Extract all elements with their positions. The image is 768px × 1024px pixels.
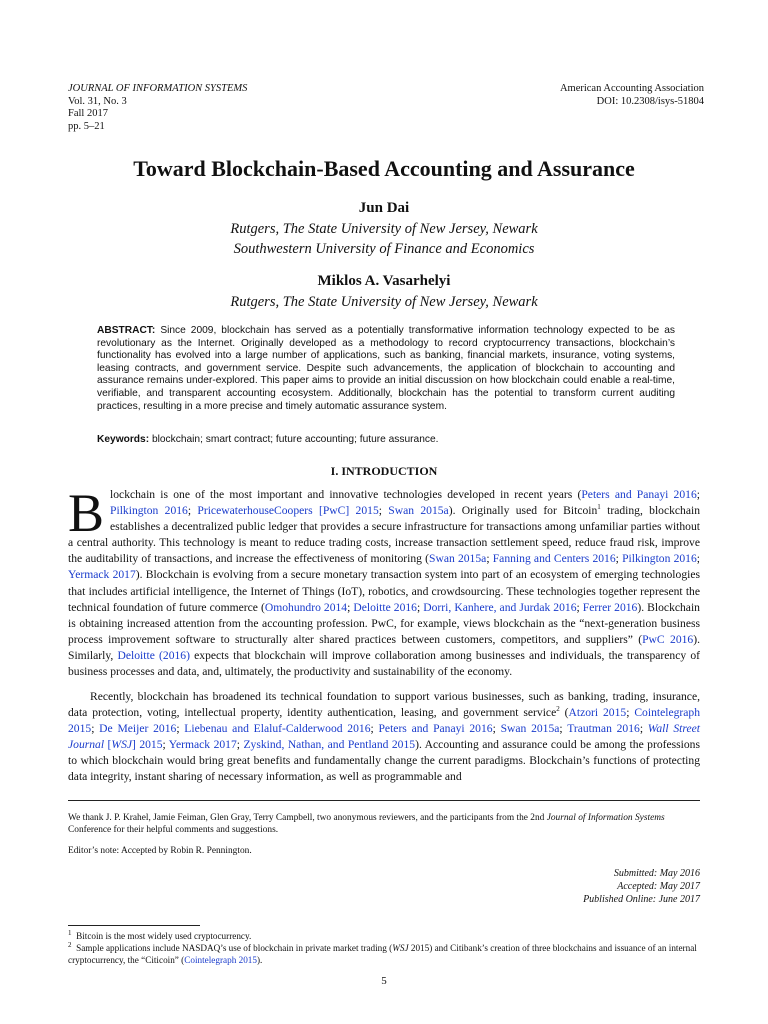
- keywords: [97, 434, 675, 445]
- keywords-label: Keywords:: [97, 434, 150, 445]
- separator: ;: [696, 552, 701, 566]
- separator: ;: [236, 738, 244, 752]
- separator: ;: [486, 552, 493, 566]
- citation-link[interactable]: De Meijer 2016: [99, 722, 177, 736]
- publisher-header: [560, 83, 704, 108]
- author-affiliation: Rutgers, The State University of New Jersey, Newark: [230, 221, 538, 237]
- footnote: [68, 928, 700, 943]
- publisher: American Accounting Association: [559, 83, 704, 94]
- footnote: [68, 940, 700, 966]
- citation-link[interactable]: Peters and Panayi 2016: [378, 722, 493, 736]
- separator: ;: [626, 706, 635, 720]
- citation-link[interactable]: PwC 2016: [642, 632, 694, 646]
- citation-link[interactable]: Swan 2015a: [429, 552, 487, 566]
- separator: ;: [347, 600, 354, 614]
- separator: ;: [176, 722, 185, 736]
- text: ] 2015: [132, 738, 163, 752]
- journal-header: [68, 83, 247, 133]
- citation-link[interactable]: Swan 2015a: [500, 722, 560, 736]
- text: ). Blockchain is obtaining increased attention from the accounting profession. PwC, for example, views blockchain as the “next-generation business process improvement software to structurally alter shared practices between customers, competitors, and suppliers” (: [68, 600, 700, 646]
- citation-link[interactable]: Cointelegraph 2015: [184, 954, 257, 965]
- separator: ;: [162, 738, 169, 752]
- text: ). Blockchain is evolving from a secure monetary transaction system into part of an ecosystem of emerging technologies that includes artificial intelligence, the Internet of Things (IoT), robotics, and crowdsourcing. These technologies together represent the technical foundation of future commerce (: [68, 568, 700, 614]
- text: lockchain is one of the most important and innovative technologies developed in recent years (: [110, 488, 582, 501]
- separator: ;: [91, 722, 100, 736]
- paper-title: Toward Blockchain-Based Accounting and Assurance: [133, 156, 635, 181]
- text: ). Similarly,: [68, 632, 700, 662]
- citation-link[interactable]: Pilkington 2016: [622, 552, 697, 566]
- doi[interactable]: DOI: 10.2308/isys-51804: [596, 95, 704, 107]
- editor-note: Editor’s note: Accepted by Robin R. Pennington.: [68, 846, 252, 856]
- footnote-number: 2: [68, 940, 72, 949]
- author-name: Miklos A. Vasarhelyi: [317, 273, 451, 289]
- text: (: [559, 706, 569, 720]
- wsj-italic: WSJ: [392, 943, 409, 953]
- volume: Vol. 31, No. 3: [68, 95, 127, 107]
- journal-name: JOURNAL OF INFORMATION SYSTEMS: [68, 83, 248, 94]
- abstract-text: Since 2009, blockchain has served as a potentially transformative information technology expected to be as revolutionary as the Internet. Originally developed as a methodology to record cryptocurrency transactions, blockchain’s functionality has evolved into a large number of applications, such as banking, financial markets, insurance, voting systems, leasing contracts, and government service. Despite such advancements, the application of blockchain to accounting and assurance remains under-explored. This paper aims to provide an initial discussion on how blockchain could enable a real-time, verifiable, and transparent accounting ecosystem. Additionally, blockchain has the potential to transform current auditing practices, resulting in a more precise and timely automatic assurance system.: [97, 325, 675, 412]
- citation-link[interactable]: Yermack 2017: [168, 738, 237, 752]
- footnote-text: ).: [256, 954, 263, 965]
- text: Conference for their helpful comments and suggestions.: [68, 825, 279, 835]
- citation-link[interactable]: Atzori 2015: [568, 706, 627, 720]
- citation-link[interactable]: Swan 2015a: [388, 504, 449, 518]
- separator: ;: [576, 600, 583, 614]
- separator: ;: [696, 488, 700, 501]
- citation-link[interactable]: Fanning and Centers 2016: [492, 552, 616, 566]
- keywords-text: blockchain; smart contract; future accounting; future assurance.: [151, 434, 439, 445]
- author-affiliation: Southwestern University of Finance and Economics: [233, 241, 535, 257]
- separator: ;: [492, 722, 501, 736]
- separator: ;: [615, 552, 623, 566]
- citation-link[interactable]: Yermack 2017: [68, 568, 136, 582]
- footnote-number: 1: [68, 928, 72, 937]
- separator: ;: [378, 504, 389, 518]
- citation-link[interactable]: Zyskind, Nathan, and Pentland 2015: [243, 738, 416, 752]
- published-date: Published Online: June 2017: [583, 894, 700, 905]
- publication-dates: [583, 867, 700, 906]
- separator: ;: [187, 504, 198, 518]
- footnote-text: 2015) and Citibank’s creation of three blockchains and issuance of an internal cryptocurrency, the “Citicoin” (: [68, 943, 697, 965]
- citation-italic: WSJ: [111, 738, 133, 752]
- citation-link[interactable]: Ferrer 2016: [582, 600, 638, 614]
- acknowledgment: [68, 812, 700, 836]
- season: Fall 2017: [68, 108, 108, 119]
- citation-link[interactable]: Pilkington 2016: [110, 504, 188, 518]
- text: expects that blockchain will improve collaboration among businesses and individuals, the transparency of business processes and data, and, ultimately, the productivity and sustainability of the economy.: [68, 648, 701, 679]
- page-number: 5: [381, 975, 387, 987]
- separator: ;: [559, 722, 568, 736]
- text: We thank J. P. Krahel, Jamie Feiman, Glen Gray, Terry Campbell, two anonymous reviewers, and the participants from the 2nd: [68, 813, 547, 823]
- text: Recently, blockchain has broadened its technical foundation to support various businesses, such as banking, trading, insurance, data protection, voting, intellectual property, identity authentication, leasing, and government service: [68, 690, 700, 720]
- drop-cap: B: [68, 483, 105, 543]
- author-affiliation: Rutgers, The State University of New Jersey, Newark: [230, 294, 538, 310]
- footnote-rule: [68, 925, 200, 926]
- text: ). Originally used for Bitcoin: [448, 504, 598, 518]
- footnote-text: Bitcoin is the most widely used cryptocurrency.: [76, 931, 252, 941]
- journal-italic: Journal of Information Systems: [546, 813, 665, 823]
- separator: ;: [370, 722, 379, 736]
- section-heading: I. INTRODUCTION: [330, 464, 438, 478]
- citation-link[interactable]: Omohundro 2014: [264, 600, 348, 614]
- citation-link[interactable]: Deloitte (2016): [117, 648, 190, 662]
- separator: ;: [416, 600, 424, 614]
- text: ). Accounting and assurance could be among the professions to which blockchain would bring great benefits and fundamentally change the current paradigms. Blockchain’s functions of protecting data integrity, instant sharing of necessary information, as well as programmable and: [68, 738, 700, 784]
- text: [: [104, 738, 112, 752]
- abstract: [97, 325, 675, 413]
- pages: pp. 5–21: [68, 120, 105, 132]
- citation-italic: Wall Street Journal: [68, 722, 700, 752]
- citation-link[interactable]: Cointelegraph 2015: [68, 706, 700, 736]
- author-name: Jun Dai: [358, 200, 410, 216]
- footnote-text: Sample applications include NASDAQ’s use of blockchain in private market trading (: [76, 943, 393, 953]
- text: trading, blockchain establishes a decentralized public ledger that provides a secure infrastructure for transactions among unfamiliar parties without a central authority. This technology is meant to reduce trading costs, increase transaction settlement speed, reduce fraud risk, improve the auditability of transactions, and increase the effectiveness of monitoring (: [68, 504, 701, 566]
- intro-paragraph-1: [68, 483, 701, 680]
- citation-link[interactable]: Peters and Panayi 2016: [581, 488, 697, 501]
- footnote-mark[interactable]: 1: [597, 503, 601, 512]
- footer-rule: [68, 800, 700, 801]
- abstract-label: ABSTRACT:: [97, 325, 156, 336]
- citation-link[interactable]: Liebenau and Elaluf-Calderwood 2016: [184, 722, 371, 736]
- submitted-date: Submitted: May 2016: [613, 868, 700, 879]
- separator: ;: [639, 722, 648, 736]
- intro-paragraph-2: [68, 689, 700, 786]
- accepted-date: Accepted: May 2017: [617, 881, 700, 892]
- citation-link[interactable]: Deloitte 2016: [353, 600, 417, 614]
- citation-link[interactable]: Trautman 2016: [567, 722, 640, 736]
- citation-link[interactable]: PricewaterhouseCoopers [PwC] 2015: [197, 504, 379, 518]
- footnote-mark[interactable]: 2: [556, 705, 560, 714]
- citation-link[interactable]: Dorri, Kanhere, and Jurdak 2016: [423, 600, 577, 614]
